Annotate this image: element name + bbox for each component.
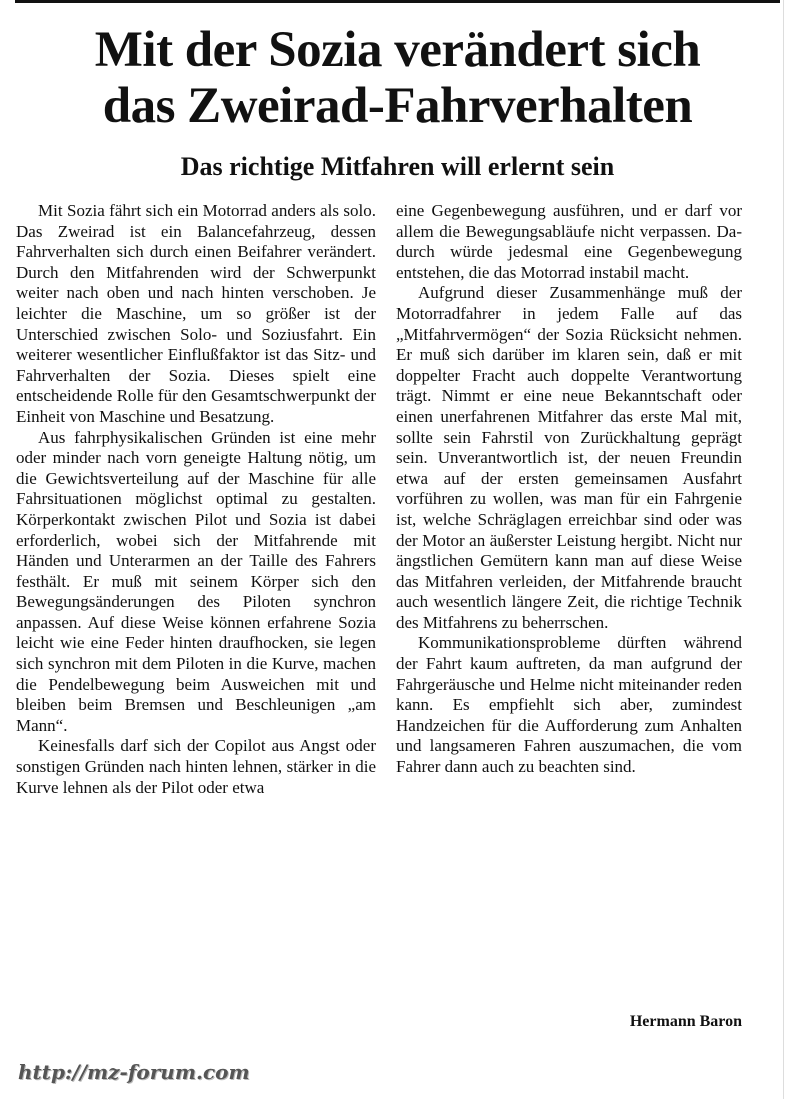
source-url-watermark: http://mz-forum.com bbox=[18, 1060, 250, 1084]
headline bbox=[20, 22, 775, 134]
paragraph: Keinesfalls darf sich der Copilot aus Angst oder sonstigen Gründen nach hinten lehnen, stärker in die Kurve lehnen als der Pilot oder etwa bbox=[16, 736, 376, 797]
article-column-right bbox=[396, 201, 742, 778]
author-byline: Hermann Baron bbox=[629, 1013, 742, 1030]
article-column-left bbox=[16, 201, 376, 798]
paragraph: Kommunikationsprobleme dürften während der Fahrt kaum auftreten, da man aufgrund der Fahrgeräusche und Helme nicht miteinander reden kann. Es empfiehlt sich aber, zumindest Handzeichen für die Aufforderung zum Anhalten und langsameren Fahren auszumachen, die vom Fahrer dann auch zu beachten sind. bbox=[396, 633, 742, 777]
paragraph: Mit Sozia fährt sich ein Motorrad anders als solo. Das Zweirad ist ein Balancefahrzeug, dessen Fahrverhalten sich durch einen Beifahrer verändert. Durch den Mitfahrenden wird der Schwerpunkt weiter nach oben und nach hinten verschoben. Je leichter die Maschine, um so größer ist der Unterschied zwischen Solo- und Soziusfahrt. Ein weiterer wesentlicher Einflußfaktor ist das Sitz- und Fahrverhalten der Sozia. Dieses spielt eine entscheidende Rolle für den Gesamtschwerpunkt der Einheit von Maschine und Besatzung. bbox=[16, 201, 376, 426]
subheadline: Das richtige Mitfahren will erlernt sein bbox=[180, 152, 615, 181]
top-rule bbox=[15, 0, 780, 3]
headline-line-2: das Zweirad-Fahrverhalten bbox=[102, 78, 693, 134]
scan-edge bbox=[783, 0, 784, 1099]
headline-line-1: Mit der Sozia verändert sich bbox=[94, 22, 701, 78]
paragraph: eine Gegenbewegung ausführen, und er darf vor allem die Bewegungsabläufe nicht verpassen. Dadurch würde jedesmal eine Gegenbewegung entstehen, die das Motorrad instabil macht. bbox=[396, 201, 742, 282]
paragraph: Aufgrund dieser Zusammenhänge muß der Motorradfahrer in jedem Falle auf das „Mitfahrvermögen“ der Sozia Rücksicht nehmen. Er muß sich darüber im klaren sein, daß er mit doppelter Fracht auch doppelte Verantwortung trägt. Nimmt er eine neue Bekanntschaft oder einen unerfahrenen Mitfahrer das erste Mal mit, sollte sein Fahrstil von Zurückhaltung geprägt sein. Unverantwortlich ist, der neuen Freundin etwa auf der ersten gemeinsamen Ausfahrt vorführen zu wollen, was man für ein Fahrgenie ist, welche Schräglagen erreichbar sind oder was der Motor an äußerster Leistung hergibt. Nicht nur ängstlichen Gemütern kann man auf diese Weise das Mitfahren verleiden, der Mitfahrende braucht auch wesentlich längere Zeit, die richtige Technik des Mitfahrens zu beherrschen. bbox=[396, 283, 742, 632]
paragraph: Aus fahrphysikalischen Gründen ist eine mehr oder minder nach vorn geneigte Haltung nötig, um die Gewichtsverteilung auf der Maschine für alle Fahrsituationen möglichst optimal zu gestalten. Körperkontakt zwischen Pilot und Sozia ist dabei erforderlich, wobei sich der Mitfahrende mit Händen und Unterarmen an der Taille des Fahrers festhält. Er muß mit seinem Körper sich den Bewegungsänderungen des Piloten synchron anpassen. Auf diese Weise können erfahrene Sozia leicht wie eine Feder hinten draufhocken, sie legen sich synchron mit dem Piloten in die Kurve, machen die Pendelbewegung beim Ausweichen mit und bleiben beim Bremsen und Beschleunigen „am Mann“. bbox=[16, 427, 376, 735]
